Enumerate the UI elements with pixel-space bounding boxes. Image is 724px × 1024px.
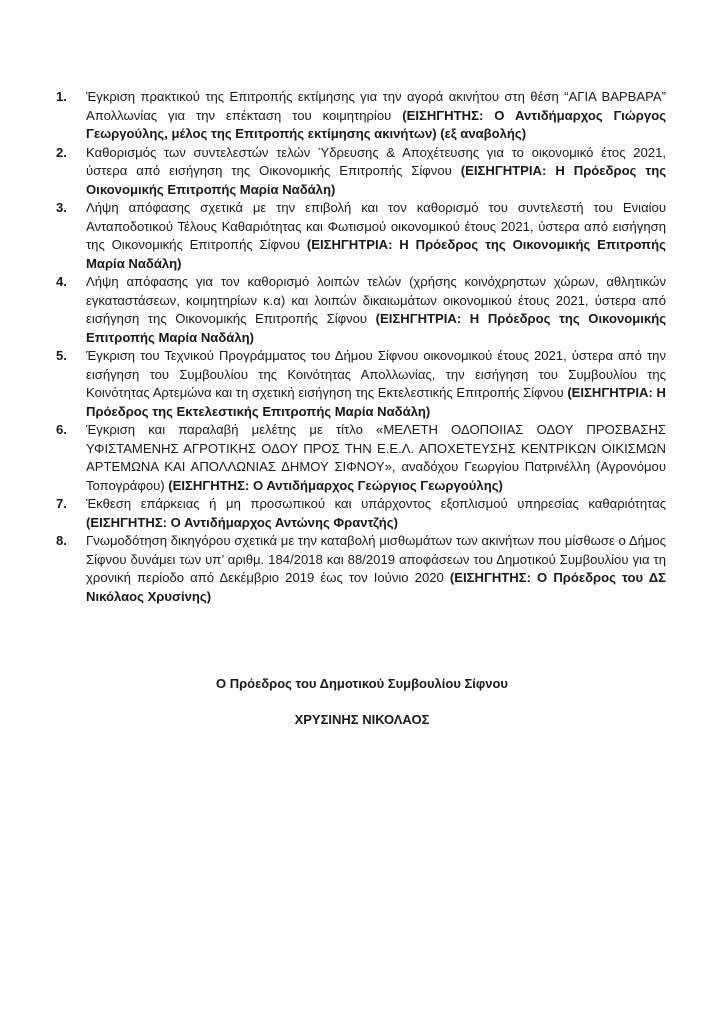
agenda-item-rapporteur: (ΕΙΣΗΓΗΤΗΣ: Ο Αντιδήμαρχος Αντώνης Φραντζής) xyxy=(86,514,398,530)
signature-title: Ο Πρόεδρος του Δημοτικού Συμβουλίου Σίφνου xyxy=(216,676,508,691)
agenda-item-5 xyxy=(56,347,666,421)
agenda-item-7 xyxy=(56,495,666,532)
agenda-item-number: 3. xyxy=(56,200,67,215)
agenda-item-number: 5. xyxy=(56,348,67,363)
agenda-item-text: Έγκριση πρακτικού της Επιτροπής εκτίμησης για την αγορά ακινήτου στη θέση “ΑΓΙΑ ΒΑΡΒΑΡΑ” Απολλωνίας για την επέκταση του κοιμητηρίου xyxy=(86,89,666,123)
agenda-item-3 xyxy=(56,199,666,273)
agenda-item-number: 6. xyxy=(56,422,67,437)
agenda-item-8 xyxy=(56,532,666,606)
agenda-item-rapporteur: (ΕΙΣΗΓΗΤΡΙΑ: Η Πρόεδρος της Οικονομικής Επιτροπής Μαρία Ναδάλη) xyxy=(86,237,666,271)
agenda-item-rapporteur: (ΕΙΣΗΓΗΤΡΙΑ: Η Πρόεδρος της Οικονομικής Επιτροπής Μαρία Ναδάλη) xyxy=(86,163,667,197)
agenda-item-text: Λήψη απόφασης σχετικά με την επιβολή και τον καθορισμό του συντελεστή του Ενιαίου Ανταποδοτικού Τέλους Καθαριότητας και Φωτισμού οικονομικού έτους 2021, ύστερα από εισήγηση της Οικονομικής Επιτροπής Σίφνου xyxy=(86,200,666,252)
agenda-item-rapporteur: (ΕΙΣΗΓΗΤΡΙΑ: Η Πρόεδρος της Οικονομικής Επιτροπής Μαρία Ναδάλη) xyxy=(86,311,666,345)
agenda-item-text: Καθορισμός των συντελεστών τελών Ύδρευσης & Αποχέτευσης για το οικονομικό έτος 2021, ύστερα από εισήγηση της Οικονομικής Επιτροπής Σίφνου xyxy=(86,144,666,178)
agenda-item-text: Έγκριση του Τεχνικού Προγράμματος του Δήμου Σίφνου οικονομικού έτους 2021, ύστερα από την εισήγηση του Συμβουλίου της Κοινότητας Απολλωνίας, την εισήγηση του Συμβουλίου της Κοινότητας Αρτεμώνα και τη σχετική εισήγηση της Εκτελεστικής Επιτροπής Σίφνου xyxy=(86,348,666,400)
agenda-item-6 xyxy=(56,421,666,495)
agenda-item-1 xyxy=(56,88,666,144)
agenda-list xyxy=(56,88,666,606)
agenda-item-number: 7. xyxy=(56,496,67,511)
agenda-item-rapporteur: (ΕΙΣΗΓΗΤΡΙΑ: Η Πρόεδρος της Εκτελεστικής Επιτροπής Μαρία Ναδάλη) xyxy=(86,385,667,419)
agenda-item-2 xyxy=(56,144,666,200)
signature-name: ΧΡΥΣΙΝΗΣ ΝΙΚΟΛΑΟΣ xyxy=(294,712,430,727)
agenda-item-number: 2. xyxy=(56,144,67,160)
agenda-item-text: Λήψη απόφασης για τον καθορισμό λοιπών τελών (χρήσης κοινόχρηστων χώρων, αθλητικών εγκαταστάσεων, κοιμητηρίων κ.α) και λοιπών δικαιωμάτων οικονομικού έτους 2021, ύστερα από εισήγηση της Οικονομικής Επιτροπής Σίφνου xyxy=(86,274,666,326)
agenda-item-number: 4. xyxy=(56,274,67,289)
agenda-item-rapporteur: (ΕΙΣΗΓΗΤΗΣ: Ο Αντιδήμαρχος Γιώργος Γεωργούλης, μέλος της Επιτροπής εκτίμησης ακινήτων) (εξ αναβολής) xyxy=(86,107,666,141)
agenda-item-text: Γνωμοδότηση δικηγόρου σχετικά με την καταβολή μισθωμάτων των ακινήτων που μίσθωσε ο Δήμος Σίφνου δυνάμει των υπ’ αριθμ. 184/2018 και 88/2019 αποφάσεων του Δημοτικού Συμβουλίου για τη χρονική περίοδο από Δεκέμβριο 2019 έως τον Ιούνιο 2020 xyxy=(86,533,666,585)
agenda-item-number: 1. xyxy=(56,89,67,104)
agenda-item-number: 8. xyxy=(56,533,67,548)
agenda-item-rapporteur: (ΕΙΣΗΓΗΤΗΣ: Ο Πρόεδρος του ΔΣ Νικόλαος Χρυσίνης) xyxy=(86,570,666,604)
agenda-item-text: Έγκριση και παραλαβή μελέτης με τίτλο «ΜΕΛΕΤΗ ΟΔΟΠΟΙΙΑΣ ΟΔΟΥ ΠΡΟΣΒΑΣΗΣ ΥΦΙΣΤΑΜΕΝΗΣ ΑΓΡΟΤΙΚΗΣ ΟΔΟΥ ΠΡΟΣ ΤΗΝ Ε.Ε.Λ. ΑΠΟΧΕΤΕΥΣΗΣ ΚΕΝΤΡΙΚΩΝ ΟΙΚΙΣΜΩΝ ΑΡΤΕΜΩΝΑ ΚΑΙ ΑΠΟΛΛΩΝΙΑΣ ΔΗΜΟΥ ΣΙΦΝΟΥ», αναδόχου Γεωργίου Πατρινέλλη (Αγρονόμου Τοπογράφου) xyxy=(86,422,666,493)
agenda-item-4 xyxy=(56,273,666,347)
agenda-item-text: Έκθεση επάρκειας ή μη προσωπικού και υπάρχοντος εξοπλισμού υπηρεσίας καθαριότητας xyxy=(86,496,666,511)
agenda-item-rapporteur: (ΕΙΣΗΓΗΤΗΣ: Ο Αντιδήμαρχος Γεώργιος Γεωργούλης) xyxy=(168,477,503,493)
